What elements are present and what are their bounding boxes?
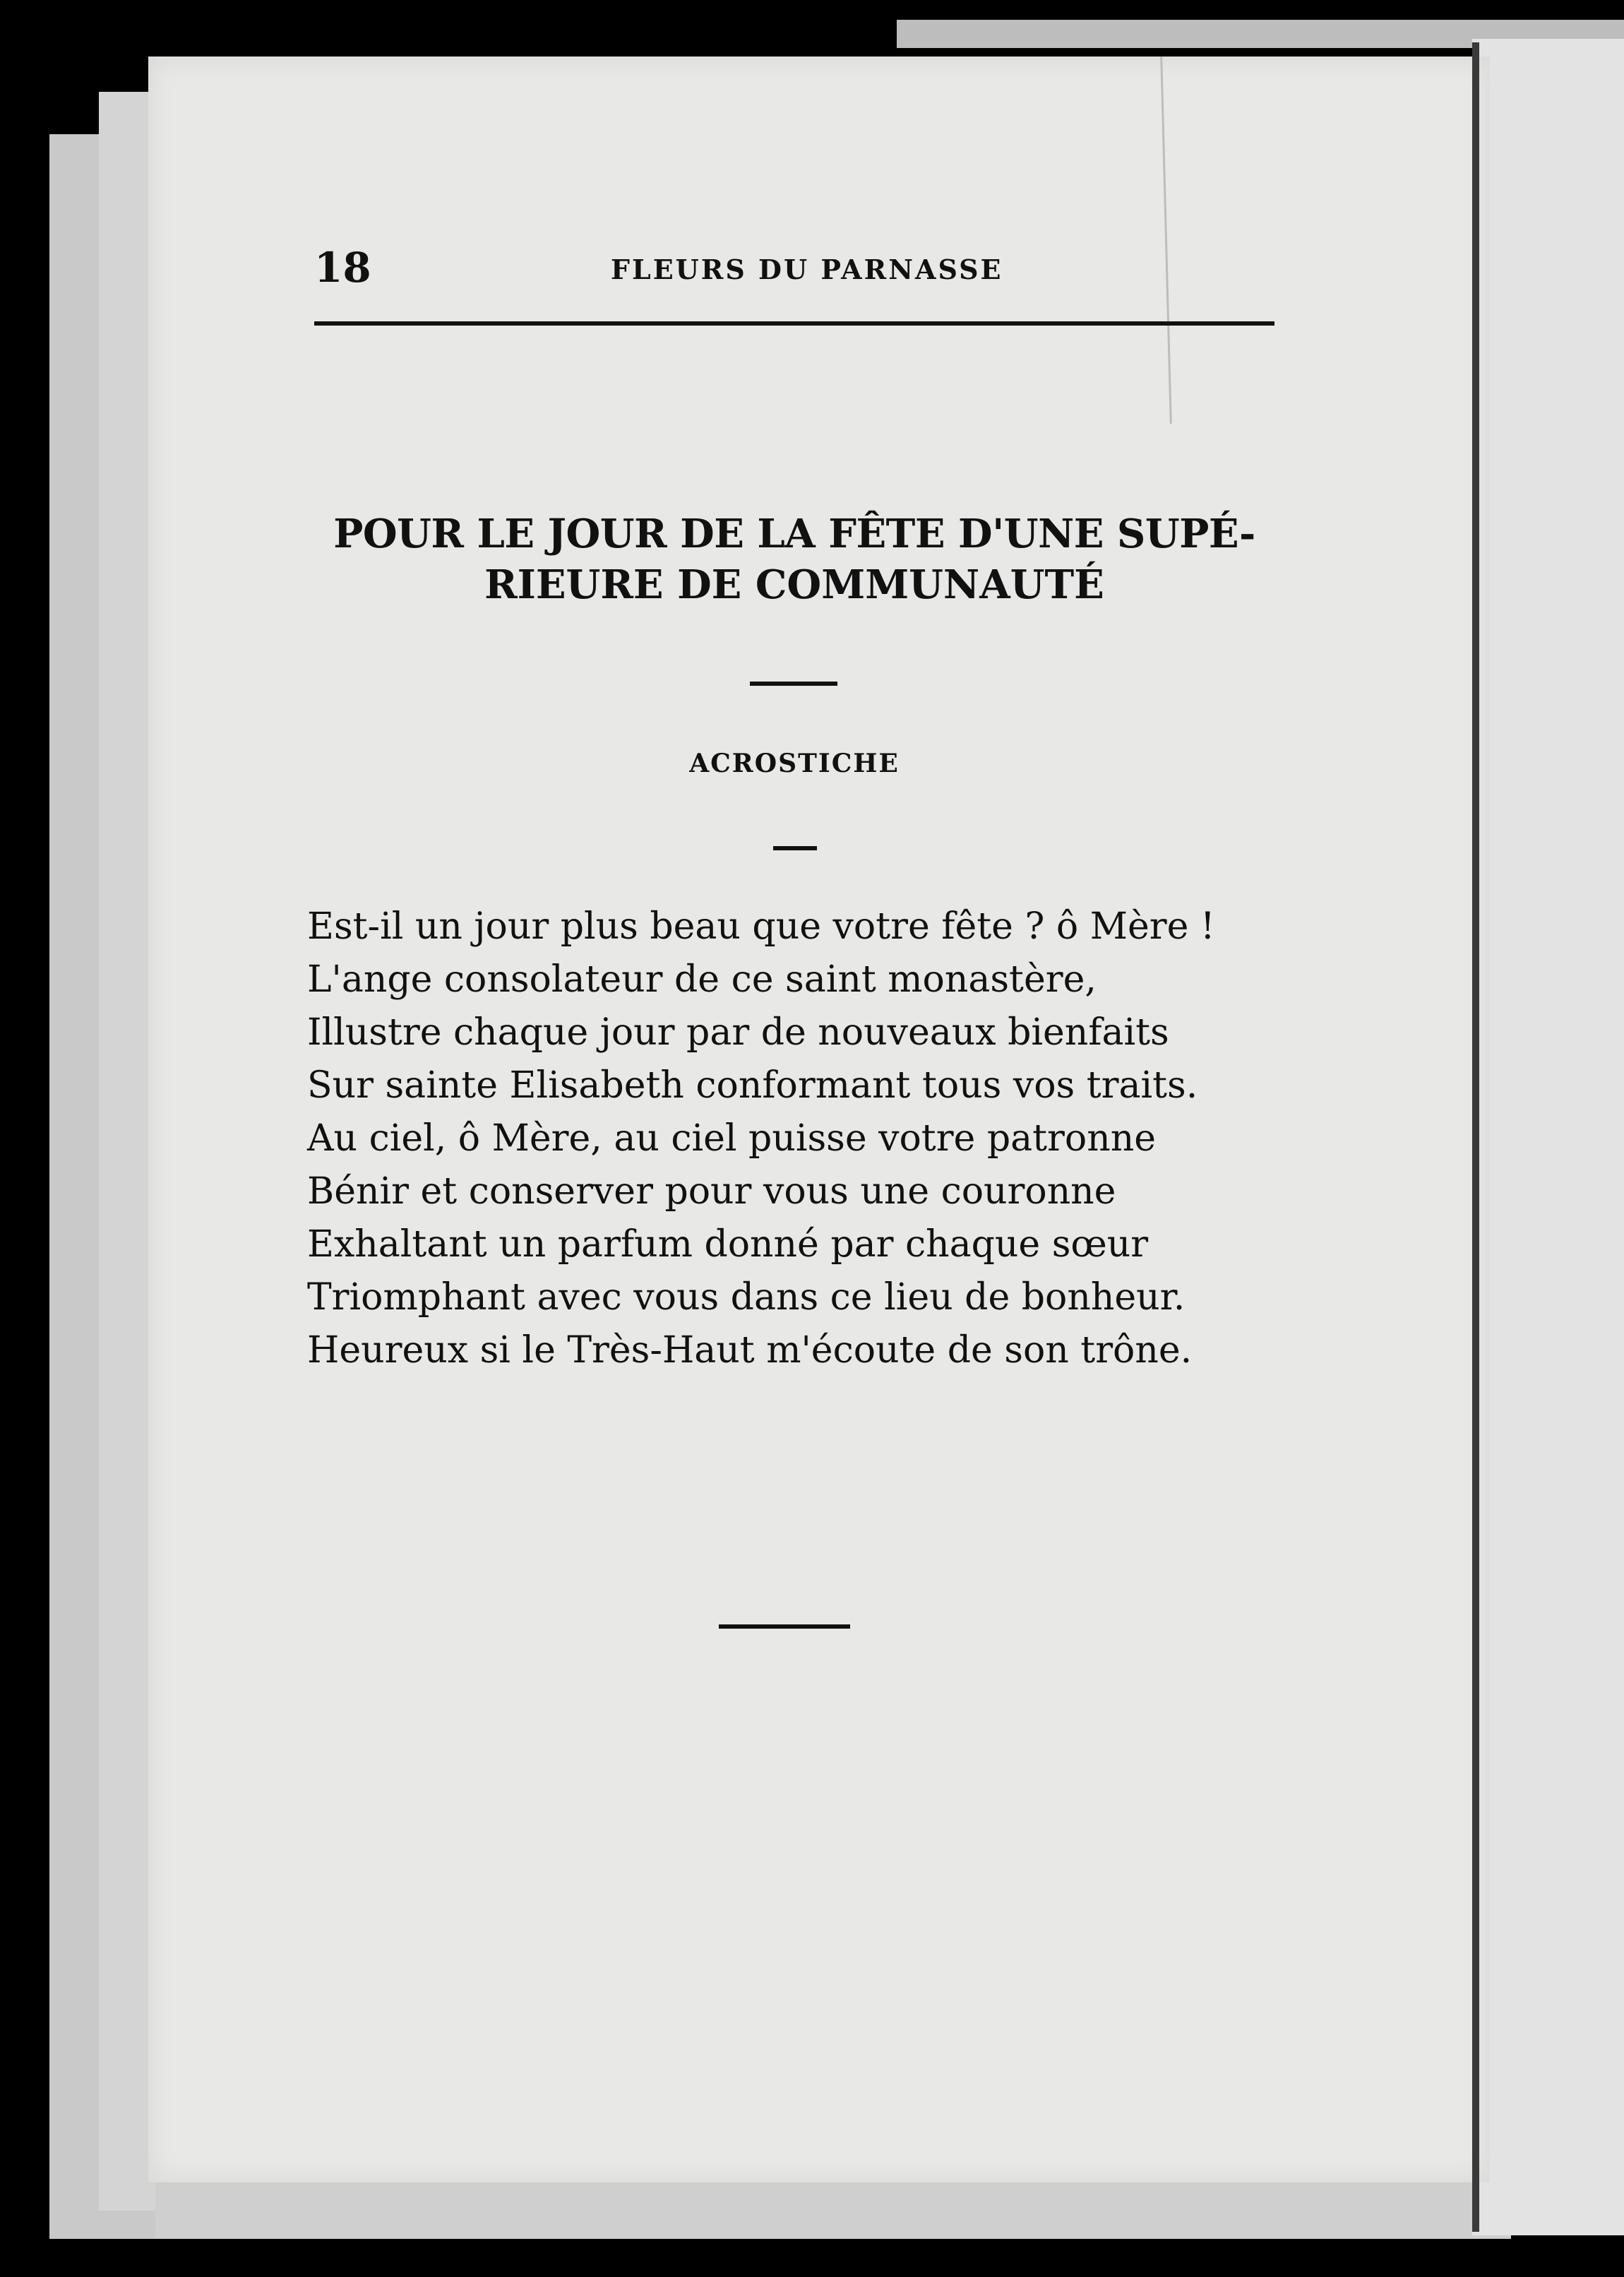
running-head: [314, 244, 1274, 293]
poem-title-line: POUR LE JOUR DE LA FÊTE D'UNE SUPÉ-: [333, 511, 1255, 557]
verse-line: Illustre chaque jour par de nouveaux bienfaits: [307, 1011, 1169, 1054]
verse-line: Bénir et conserver pour vous une couronne: [307, 1170, 1116, 1213]
poem-verses: [307, 900, 1310, 1377]
closing-rule: [719, 1624, 850, 1629]
facing-page-edge: [1472, 39, 1624, 2235]
verse-line: Exhaltant un parfum donné par chaque sœur: [307, 1223, 1149, 1266]
verse-line: Est-il un jour plus beau que votre fête ? ô Mère !: [307, 905, 1215, 948]
verse-line: L'ange consolateur de ce saint monastère,: [307, 958, 1097, 1001]
ornamental-rule: [773, 846, 817, 850]
poem-title: [304, 509, 1285, 610]
verse-line: Sur sainte Elisabeth conformant tous vos traits.: [307, 1064, 1198, 1107]
verse-line: Heureux si le Très-Haut m'écoute de son trône.: [307, 1329, 1193, 1372]
header-rule: [314, 321, 1274, 326]
running-title: FLEURS DU PARNASSE: [611, 254, 1003, 285]
binding-edge: [1472, 42, 1479, 2232]
page-number: 18: [314, 244, 371, 292]
ornamental-rule: [750, 682, 837, 686]
poem-title-line: RIEURE DE COMMUNAUTÉ: [484, 561, 1104, 608]
verse-line: Triomphant avec vous dans ce lieu de bonheur.: [307, 1276, 1186, 1319]
verse-line: Au ciel, ô Mère, au ciel puisse votre patronne: [307, 1117, 1156, 1160]
poem-subtitle: ACROSTICHE: [689, 749, 900, 778]
